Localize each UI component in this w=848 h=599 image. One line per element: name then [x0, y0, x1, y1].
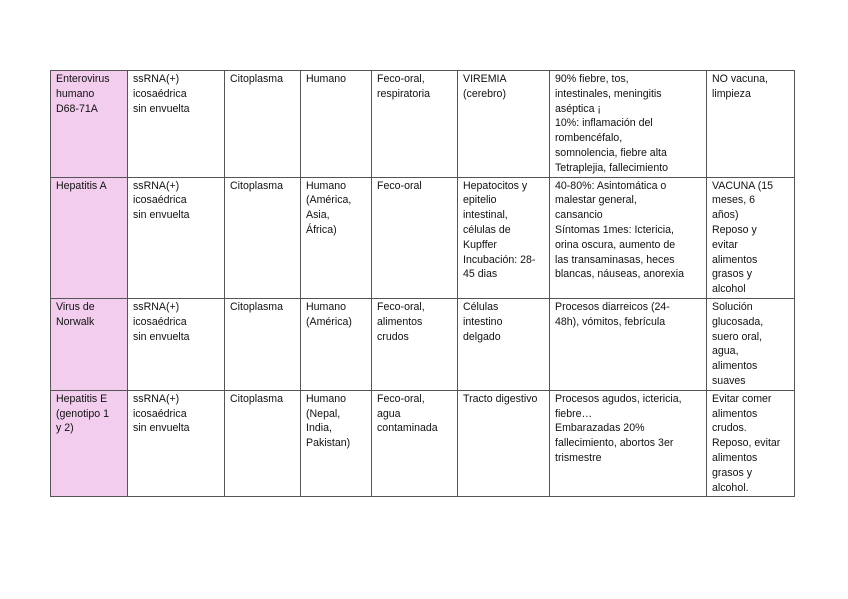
genome-cell: ssRNA(+) icosaédrica sin envuelta: [128, 71, 225, 178]
replication-site-cell: Citoplasma: [225, 71, 301, 178]
transmission-cell: Feco-oral: [372, 177, 458, 298]
transmission-cell: Feco-oral, respiratoria: [372, 71, 458, 178]
symptoms-cell: 90% fiebre, tos, intestinales, meningitis aséptica ¡ 10%: inflamación del rombencéfalo, somnolencia, fiebre alta Tetraplejia, fallecimiento: [550, 71, 707, 178]
symptoms-cell: Procesos diarreicos (24- 48h), vómitos, febrícula: [550, 298, 707, 390]
prevention-cell: Solución glucosada, suero oral, agua, alimentos suaves: [707, 298, 795, 390]
virus-name-cell: Virus de Norwalk: [51, 298, 128, 390]
virus-table: [50, 70, 795, 497]
host-cell: Humano (América): [301, 298, 372, 390]
table-row: [51, 71, 795, 178]
target-cell: Células intestino delgado: [458, 298, 550, 390]
table-row: [51, 390, 795, 497]
symptoms-cell: Procesos agudos, ictericia, fiebre… Embarazadas 20% fallecimiento, abortos 3er trismestre: [550, 390, 707, 497]
replication-site-cell: Citoplasma: [225, 177, 301, 298]
virus-name-cell: Hepatitis A: [51, 177, 128, 298]
table-row: [51, 298, 795, 390]
target-cell: Hepatocitos y epitelio intestinal, células de Kupffer Incubación: 28- 45 dias: [458, 177, 550, 298]
prevention-cell: Evitar comer alimentos crudos. Reposo, evitar alimentos grasos y alcohol.: [707, 390, 795, 497]
replication-site-cell: Citoplasma: [225, 390, 301, 497]
symptoms-cell: 40-80%: Asintomática o malestar general, cansancio Síntomas 1mes: Ictericia, orina oscura, aumento de las transaminasas, heces blancas, náuseas, anorexia: [550, 177, 707, 298]
transmission-cell: Feco-oral, agua contaminada: [372, 390, 458, 497]
prevention-cell: NO vacuna, limpieza: [707, 71, 795, 178]
prevention-cell: VACUNA (15 meses, 6 años) Reposo y evitar alimentos grasos y alcohol: [707, 177, 795, 298]
transmission-cell: Feco-oral, alimentos crudos: [372, 298, 458, 390]
genome-cell: ssRNA(+) icosaédrica sin envuelta: [128, 390, 225, 497]
host-cell: Humano (Nepal, India, Pakistan): [301, 390, 372, 497]
target-cell: Tracto digestivo: [458, 390, 550, 497]
table-row: [51, 177, 795, 298]
genome-cell: ssRNA(+) icosaédrica sin envuelta: [128, 298, 225, 390]
host-cell: Humano: [301, 71, 372, 178]
replication-site-cell: Citoplasma: [225, 298, 301, 390]
virus-name-cell: Hepatitis E (genotipo 1 y 2): [51, 390, 128, 497]
target-cell: VIREMIA (cerebro): [458, 71, 550, 178]
virus-name-cell: Enterovirus humano D68-71A: [51, 71, 128, 178]
genome-cell: ssRNA(+) icosaédrica sin envuelta: [128, 177, 225, 298]
host-cell: Humano (América, Asia, África): [301, 177, 372, 298]
